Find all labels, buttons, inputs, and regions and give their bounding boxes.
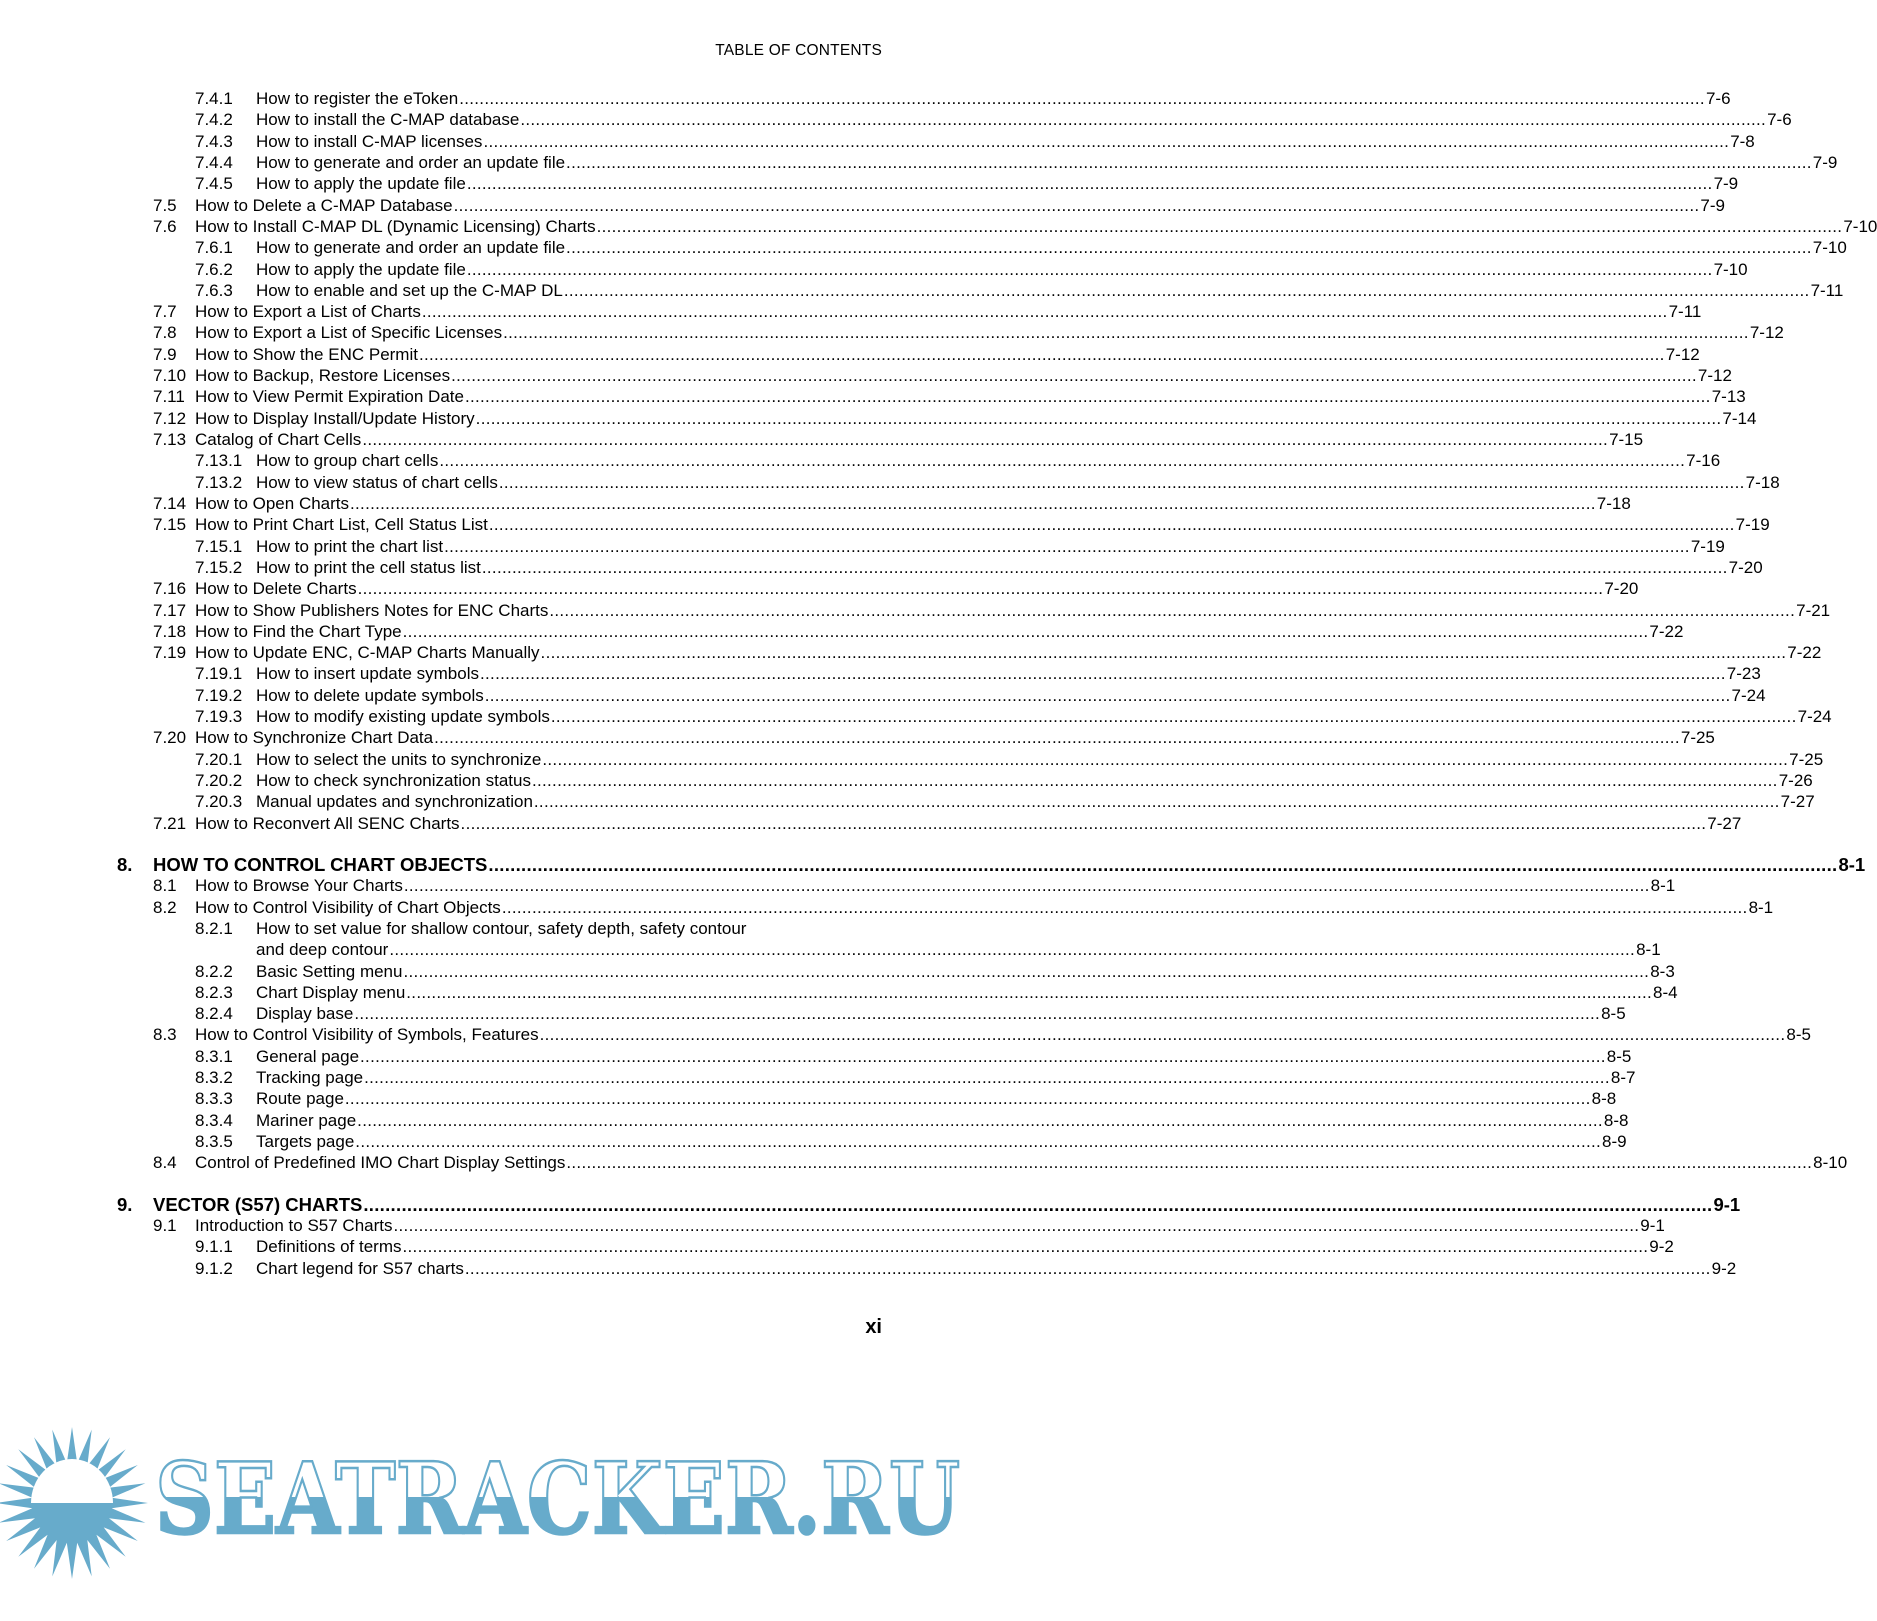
- entry-title: How to install the C-MAP database: [256, 110, 520, 130]
- entry-page: 8-8: [1603, 1110, 1629, 1130]
- entry-title: Control of Predefined IMO Chart Display Settings: [195, 1153, 566, 1173]
- entry-title: Introduction to S57 Charts: [195, 1215, 393, 1235]
- entry-title: How to check synchronization status: [256, 771, 531, 790]
- dot-leader: [485, 685, 1731, 706]
- entry-title: How to delete update symbols: [256, 685, 484, 705]
- entry-page: 7-9: [1700, 195, 1725, 215]
- entry-number: 7.4.4: [195, 152, 233, 172]
- entry-title: How to Export a List of Specific Licenses: [195, 323, 503, 343]
- dot-leader: [451, 365, 1697, 386]
- toc-chapter[interactable]: [117, 853, 1866, 875]
- entry-title: How to Synchronize Chart Data: [195, 728, 434, 748]
- entry-page: 7-25: [1680, 728, 1715, 748]
- entry-number: 8.4: [153, 1153, 177, 1173]
- dot-leader: [355, 1131, 1601, 1152]
- entry-title: How to generate and order an update file: [256, 238, 566, 258]
- toc-entry[interactable]: [117, 450, 1721, 471]
- entry-page: 7-9: [1713, 174, 1739, 194]
- toc-entry[interactable]: [117, 514, 1770, 535]
- dot-leader: [597, 216, 1843, 237]
- entry-page: 7-20: [1604, 579, 1639, 599]
- entry-number: 7.4.2: [195, 110, 233, 130]
- entry-page: 8-1: [1838, 853, 1866, 875]
- entry-number: 7.7: [153, 302, 177, 322]
- entry-page: 8-4: [1653, 982, 1678, 1002]
- toc-entry[interactable]: [117, 557, 1763, 578]
- toc-entry[interactable]: [117, 813, 1742, 834]
- entry-number: 7.6.3: [195, 280, 233, 300]
- dot-leader: [434, 727, 1680, 748]
- toc-entry[interactable]: [117, 621, 1684, 642]
- dot-leader: [357, 1110, 1603, 1131]
- entry-number: 7.13.1: [195, 451, 243, 471]
- entry-number: 9.1.1: [195, 1237, 233, 1257]
- dot-leader: [444, 536, 1690, 557]
- dot-leader: [419, 344, 1665, 365]
- entry-page: 8-1: [1650, 876, 1676, 896]
- entry-title: How to Update ENC, C-MAP Charts Manually: [195, 643, 540, 663]
- page-number: xi: [865, 1316, 882, 1338]
- toc-entry[interactable]: [117, 875, 1676, 896]
- entry-number: 7.13: [153, 430, 187, 449]
- entry-title: Targets page: [256, 1132, 355, 1151]
- dot-leader: [364, 1067, 1610, 1088]
- entry-title: How to Show Publishers Notes for ENC Charts: [195, 600, 549, 620]
- entry-page: 7-12: [1697, 366, 1732, 386]
- dot-leader: [488, 854, 1837, 875]
- dot-leader: [499, 472, 1745, 493]
- entry-number: 7.19.3: [195, 707, 243, 727]
- dot-leader: [403, 1236, 1649, 1257]
- entry-page: 7-11: [1668, 302, 1702, 322]
- dot-leader: [358, 578, 1604, 599]
- entry-number: 8.2.1: [195, 918, 233, 938]
- toc-entry[interactable]: [117, 472, 1780, 493]
- entry-page: 7-22: [1787, 643, 1822, 663]
- dot-leader: [483, 131, 1729, 152]
- entry-number: 7.19.1: [195, 664, 243, 684]
- entry-number: 7.16: [153, 579, 187, 599]
- toc-entry[interactable]: [117, 259, 1748, 280]
- entry-title: How to Delete Charts: [195, 579, 357, 599]
- dot-leader: [541, 642, 1787, 663]
- toc-entry[interactable]: [117, 663, 1761, 684]
- dot-leader: [350, 493, 1596, 514]
- entry-page: 7-10: [1812, 238, 1847, 258]
- entry-page: 7-20: [1728, 557, 1763, 577]
- entry-number: 7.14: [153, 493, 187, 513]
- entry-title: How to Control Visibility of Symbols, Features: [195, 1025, 539, 1045]
- entry-page: 9-1: [1713, 1193, 1741, 1215]
- dot-leader: [459, 88, 1705, 109]
- dot-leader: [394, 1215, 1640, 1236]
- toc-entry[interactable]: [117, 1067, 1636, 1088]
- entry-title: Manual updates and synchronization: [256, 792, 533, 812]
- entry-title: How to select the units to synchronize: [256, 749, 542, 769]
- dot-leader: [406, 982, 1652, 1003]
- toc-entry[interactable]: [117, 131, 1755, 152]
- toc-entry[interactable]: [117, 1258, 1737, 1279]
- entry-number: 7.5: [153, 195, 177, 215]
- toc-entry[interactable]: [117, 301, 1702, 322]
- dot-leader: [461, 813, 1707, 834]
- entry-page: 7-8: [1730, 131, 1755, 151]
- entry-number: 7.21: [153, 813, 187, 833]
- dot-leader: [540, 1024, 1786, 1045]
- entry-number: 7.19: [153, 643, 187, 663]
- entry-title: Chart Display menu: [256, 982, 406, 1002]
- toc-entry[interactable]: [117, 1215, 1665, 1236]
- dot-leader: [520, 109, 1766, 130]
- entry-number: 7.8: [153, 323, 177, 343]
- toc-entry[interactable]: [117, 386, 1746, 407]
- entry-page: 7-12: [1665, 344, 1700, 364]
- dot-leader: [564, 280, 1810, 301]
- entry-title: Catalog of Chart Cells: [195, 430, 362, 449]
- entry-number: 8.3: [153, 1025, 177, 1045]
- entry-number: 9.: [117, 1193, 133, 1215]
- table-of-contents: [117, 88, 1877, 1279]
- entry-number: 8.2: [153, 897, 177, 917]
- entry-title: How to Open Charts: [195, 493, 350, 513]
- dot-leader: [354, 1003, 1600, 1024]
- toc-entry[interactable]: [117, 770, 1813, 791]
- entry-title: How to group chart cells: [256, 451, 439, 471]
- toc-entry[interactable]: [117, 237, 1847, 258]
- entry-title: General page: [256, 1046, 360, 1066]
- entry-page: 9-2: [1711, 1258, 1737, 1278]
- dot-leader: [542, 749, 1788, 770]
- entry-title: How to Show the ENC Permit: [195, 344, 418, 364]
- dot-leader: [482, 557, 1728, 578]
- dot-leader: [551, 706, 1797, 727]
- entry-page: 7-6: [1767, 110, 1792, 130]
- entry-title: How to modify existing update symbols: [256, 707, 550, 727]
- entry-title-continuation: and deep contour: [256, 940, 389, 960]
- entry-title: How to Browse Your Charts: [195, 876, 403, 896]
- entry-page: 7-14: [1722, 408, 1757, 428]
- entry-title: How to print the chart list: [256, 536, 444, 556]
- entry-page: 8-5: [1786, 1025, 1811, 1045]
- running-header: TABLE OF CONTENTS: [715, 42, 882, 59]
- toc-entry[interactable]: [117, 1088, 1617, 1109]
- dot-leader: [439, 450, 1685, 471]
- toc-entry[interactable]: [117, 961, 1675, 982]
- dot-leader: [467, 259, 1713, 280]
- entry-number: 7.13.2: [195, 472, 243, 492]
- toc-entry[interactable]: [117, 1236, 1674, 1257]
- dot-leader: [403, 961, 1649, 982]
- entry-page: 7-18: [1596, 493, 1631, 513]
- entry-number: 7.20.2: [195, 771, 243, 790]
- dot-leader: [404, 875, 1650, 896]
- dot-leader: [503, 322, 1749, 343]
- dot-leader: [422, 301, 1668, 322]
- toc-entry[interactable]: [117, 1003, 1626, 1024]
- entry-title: Route page: [256, 1089, 344, 1109]
- entry-number: 9.1.2: [195, 1258, 233, 1278]
- entry-number: 8.2.3: [195, 982, 233, 1002]
- entry-page: 8-1: [1636, 940, 1661, 960]
- toc-entry[interactable]: [117, 897, 1774, 918]
- entry-title: How to Delete a C-MAP Database: [195, 195, 453, 215]
- dot-leader: [363, 1194, 1712, 1215]
- entry-number: 7.4.5: [195, 174, 233, 194]
- entry-title: How to print the cell status list: [256, 557, 481, 577]
- entry-page: 8-7: [1610, 1068, 1636, 1088]
- toc-entry[interactable]: [117, 344, 1700, 365]
- toc-entry[interactable]: [117, 1131, 1627, 1152]
- toc-entry-continuation[interactable]: [117, 939, 1661, 960]
- toc-entry[interactable]: [117, 408, 1757, 429]
- entry-title: How to Backup, Restore Licenses: [195, 366, 451, 386]
- entry-title: How to Find the Chart Type: [195, 621, 402, 641]
- entry-title: How to apply the update file: [256, 174, 466, 194]
- entry-number: 7.20.1: [195, 749, 243, 769]
- toc-entry[interactable]: [117, 1110, 1629, 1131]
- toc-entry[interactable]: [117, 493, 1631, 514]
- entry-number: 7.19.2: [195, 685, 243, 705]
- entry-page: 9-1: [1640, 1215, 1665, 1235]
- dot-leader: [566, 1152, 1812, 1173]
- entry-page: 7-27: [1707, 813, 1742, 833]
- toc-entry[interactable]: [117, 918, 882, 939]
- entry-page: 7-6: [1705, 89, 1731, 108]
- entry-page: 7-15: [1609, 430, 1644, 449]
- sun-logo-icon: [0, 1427, 148, 1579]
- entry-page: 7-24: [1797, 707, 1832, 727]
- entry-number: 7.12: [153, 408, 187, 428]
- entry-number: 7.6.2: [195, 259, 233, 279]
- entry-page: 7-9: [1812, 152, 1838, 172]
- entry-title: How to register the eToken: [256, 89, 459, 108]
- entry-title: How to Display Install/Update History: [195, 408, 475, 428]
- dot-leader: [467, 173, 1713, 194]
- entry-title: How to Print Chart List, Cell Status List: [195, 515, 488, 535]
- toc-entry[interactable]: [117, 88, 1731, 109]
- entry-number: 8.3.2: [195, 1068, 233, 1088]
- entry-number: 8.1: [153, 876, 177, 896]
- entry-number: 7.15: [153, 515, 187, 535]
- toc-entry[interactable]: [117, 685, 1766, 706]
- toc-entry[interactable]: [117, 429, 1644, 450]
- entry-title: How to Control Visibility of Chart Objects: [195, 897, 501, 917]
- toc-entry[interactable]: [117, 600, 1831, 621]
- entry-number: 7.10: [153, 366, 187, 386]
- entry-number: 7.15.2: [195, 557, 243, 577]
- toc-entry[interactable]: [117, 152, 1838, 173]
- entry-number: 7.9: [153, 344, 177, 364]
- toc-entry[interactable]: [117, 791, 1815, 812]
- entry-title: How to generate and order an update file: [256, 152, 566, 172]
- entry-page: 8-3: [1650, 961, 1675, 981]
- entry-title: How to Export a List of Charts: [195, 302, 421, 322]
- toc-entry[interactable]: [117, 1046, 1632, 1067]
- dot-leader: [403, 621, 1649, 642]
- entry-title: HOW TO CONTROL CHART OBJECTS: [153, 853, 488, 875]
- dot-leader: [465, 386, 1711, 407]
- dot-leader: [465, 1258, 1711, 1279]
- entry-page: 8-5: [1601, 1004, 1626, 1024]
- entry-title: How to view status of chart cells: [256, 472, 498, 492]
- entry-page: 7-19: [1690, 536, 1725, 556]
- entry-page: 7-11: [1810, 280, 1844, 300]
- entry-title: Chart legend for S57 charts: [256, 1258, 464, 1278]
- entry-title: How to set value for shallow contour, safety depth, safety contour: [256, 918, 747, 938]
- entry-page: 9-2: [1649, 1237, 1674, 1257]
- toc-entry[interactable]: [117, 322, 1784, 343]
- entry-page: 7-16: [1686, 451, 1721, 471]
- entry-page: 7-26: [1778, 771, 1813, 790]
- entry-page: 7-13: [1711, 387, 1746, 407]
- toc-entry[interactable]: [117, 109, 1792, 130]
- entry-number: 7.15.1: [195, 536, 243, 556]
- toc-entry[interactable]: [117, 749, 1824, 770]
- toc-entry[interactable]: [117, 365, 1732, 386]
- dot-leader: [362, 429, 1608, 450]
- entry-title: How to View Permit Expiration Date: [195, 387, 464, 407]
- toc-entry[interactable]: [117, 1152, 1848, 1173]
- entry-number: 7.18: [153, 621, 187, 641]
- entry-page: 7-21: [1796, 600, 1831, 620]
- entry-page: 7-22: [1649, 621, 1684, 641]
- dot-leader: [454, 195, 1700, 216]
- toc-entry[interactable]: [117, 195, 1725, 216]
- entry-number: 7.11: [153, 387, 185, 407]
- entry-page: 8-1: [1748, 897, 1774, 917]
- entry-title: How to Install C-MAP DL (Dynamic Licensing) Charts: [195, 216, 596, 236]
- entry-title: How to apply the update file: [256, 259, 466, 279]
- dot-leader: [566, 237, 1812, 258]
- entry-title: Definitions of terms: [256, 1237, 402, 1257]
- entry-number: 9.1: [153, 1215, 177, 1235]
- dot-leader: [489, 514, 1735, 535]
- entry-number: 8.: [117, 853, 133, 875]
- entry-title: VECTOR (S57) CHARTS: [153, 1193, 363, 1215]
- entry-page: 7-19: [1735, 515, 1770, 535]
- entry-number: 8.3.5: [195, 1132, 233, 1151]
- toc-entry[interactable]: [117, 982, 1678, 1003]
- entry-page: 8-9: [1602, 1132, 1627, 1151]
- entry-page: 7-23: [1726, 664, 1761, 684]
- entry-title: Mariner page: [256, 1110, 357, 1130]
- entry-number: 8.2.2: [195, 961, 233, 981]
- entry-page: 7-10: [1713, 259, 1748, 279]
- entry-title: How to enable and set up the C-MAP DL: [256, 280, 563, 300]
- dot-leader: [360, 1046, 1606, 1067]
- toc-entry[interactable]: [117, 1024, 1811, 1045]
- entry-number: 7.4.1: [195, 89, 233, 108]
- toc-entry[interactable]: [117, 216, 1877, 237]
- entry-page: 7-18: [1745, 472, 1780, 492]
- dot-leader: [345, 1088, 1591, 1109]
- entry-number: 7.6.1: [195, 238, 233, 258]
- entry-title: Tracking page: [256, 1068, 364, 1088]
- dot-leader: [566, 152, 1812, 173]
- toc-entry[interactable]: [117, 642, 1822, 663]
- entry-title: Basic Setting menu: [256, 961, 403, 981]
- toc-entry[interactable]: [117, 173, 1739, 194]
- entry-number: 8.3.1: [195, 1046, 233, 1066]
- entry-number: 7.4.3: [195, 131, 233, 151]
- dot-leader: [476, 408, 1722, 429]
- entry-page: 8-8: [1591, 1089, 1617, 1109]
- dot-leader: [502, 897, 1748, 918]
- entry-title: How to install C-MAP licenses: [256, 131, 483, 151]
- entry-number: 7.17: [153, 600, 187, 620]
- dot-leader: [549, 600, 1795, 621]
- entry-page: 7-10: [1843, 216, 1877, 236]
- watermark-text: SEATRACKER.RU: [155, 1442, 960, 1557]
- toc-entry[interactable]: [117, 706, 1832, 727]
- toc-chapter[interactable]: [117, 1193, 1741, 1215]
- entry-number: 8.2.4: [195, 1004, 233, 1024]
- entry-page: 8-5: [1606, 1046, 1632, 1066]
- entry-title: How to insert update symbols: [256, 664, 479, 684]
- entry-page: 8-10: [1813, 1153, 1848, 1173]
- entry-number: 7.20: [153, 728, 187, 748]
- entry-page: 7-12: [1749, 323, 1784, 343]
- toc-entry[interactable]: [117, 280, 1844, 301]
- toc-entry[interactable]: [117, 578, 1639, 599]
- entry-number: 8.3.3: [195, 1089, 233, 1109]
- entry-page: 7-25: [1789, 749, 1824, 769]
- entry-number: 7.6: [153, 216, 177, 236]
- dot-leader: [389, 939, 1635, 960]
- entry-page: 7-27: [1780, 792, 1815, 812]
- dot-leader: [532, 770, 1778, 791]
- dot-leader: [534, 791, 1780, 812]
- entry-page: 7-24: [1731, 685, 1766, 705]
- entry-number: 7.20.3: [195, 792, 243, 812]
- toc-entry[interactable]: [117, 727, 1715, 748]
- dot-leader: [480, 663, 1726, 684]
- seatracker-watermark: [0, 1420, 1009, 1621]
- entry-title: How to Reconvert All SENC Charts: [195, 813, 460, 833]
- entry-number: 8.3.4: [195, 1110, 233, 1130]
- entry-title: Display base: [256, 1004, 354, 1024]
- toc-entry[interactable]: [117, 536, 1725, 557]
